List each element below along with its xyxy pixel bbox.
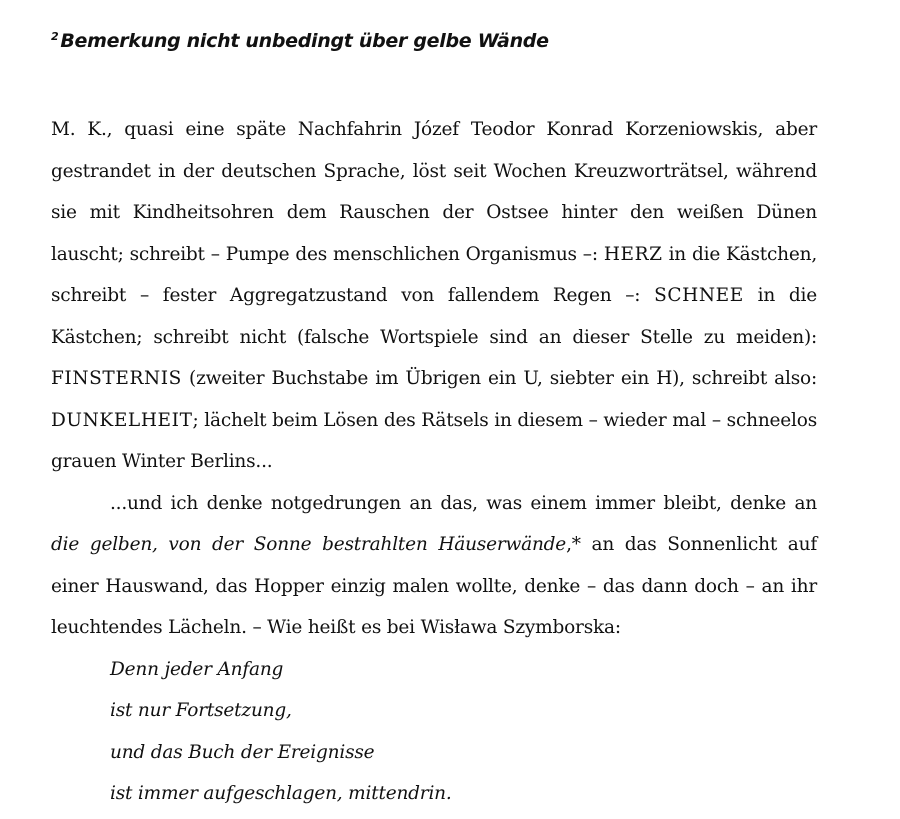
footnote-marker: 2 xyxy=(51,29,59,43)
paragraph-hopper xyxy=(51,483,817,649)
section-heading xyxy=(51,28,817,54)
text-run: in die Kästchen; schreibt nicht (falsche Wortspiele sind an dieser Stelle zu meiden): xyxy=(51,285,817,348)
paragraph-crossword xyxy=(51,109,817,483)
crossword-word-herz: HERZ xyxy=(603,243,663,265)
text-run: (zweiter Buchstabe im Übrigen ein U, siebter ein H), schreibt also: xyxy=(181,368,817,389)
crossword-word-schnee: SCHNEE xyxy=(654,285,744,306)
crossword-word-finsternis: FINSTERNIS xyxy=(51,368,182,389)
text-run: ...und ich denke notgedrungen an das, was einem immer bleibt, denke an xyxy=(110,492,817,514)
text-run: ,* an das Sonnenlicht auf einer Hauswand, das Hopper einzig malen wollte, denke – das dann doch – an ihr leuchtendes Lächeln. – Wie heißt es bei Wisława Szymborska: xyxy=(51,534,817,638)
text-run: ; lächelt beim Lösen des Rätsels in diesem – wieder mal – schneelos grauen Winter Berlins... xyxy=(51,409,817,472)
poem-line: ist immer aufgeschlagen, mittendrin. xyxy=(110,783,452,804)
text-run: in die Kästchen, schreibt – fester Aggregatzustand von fallendem Regen –: xyxy=(51,243,817,306)
text-run: M. K., quasi eine späte Nachfahrin Józef Teodor Konrad Korzeniowskis, aber gestrandet in der deutschen Sprache, löst seit Wochen Kreuzworträtsel, während sie mit Kindheitsohren dem Rauschen der Ostsee hinter den weißen Dünen lauscht; schreibt – Pumpe des menschlichen Organismus –: xyxy=(51,119,817,265)
poem-line: und das Buch der Ereignisse xyxy=(110,741,375,763)
poem-line: Denn jeder Anfang xyxy=(110,658,284,680)
poem-line: ist nur Fortsetzung, xyxy=(110,700,292,721)
italic-phrase: die gelben, von der Sonne bestrahlten Häuserwände xyxy=(51,534,567,555)
document-page xyxy=(51,28,817,815)
heading-title: Bemerkung nicht unbedingt über gelbe Wände xyxy=(60,30,549,52)
crossword-word-dunkelheit: DUNKELHEIT xyxy=(51,409,193,431)
poem-quote xyxy=(51,649,817,815)
